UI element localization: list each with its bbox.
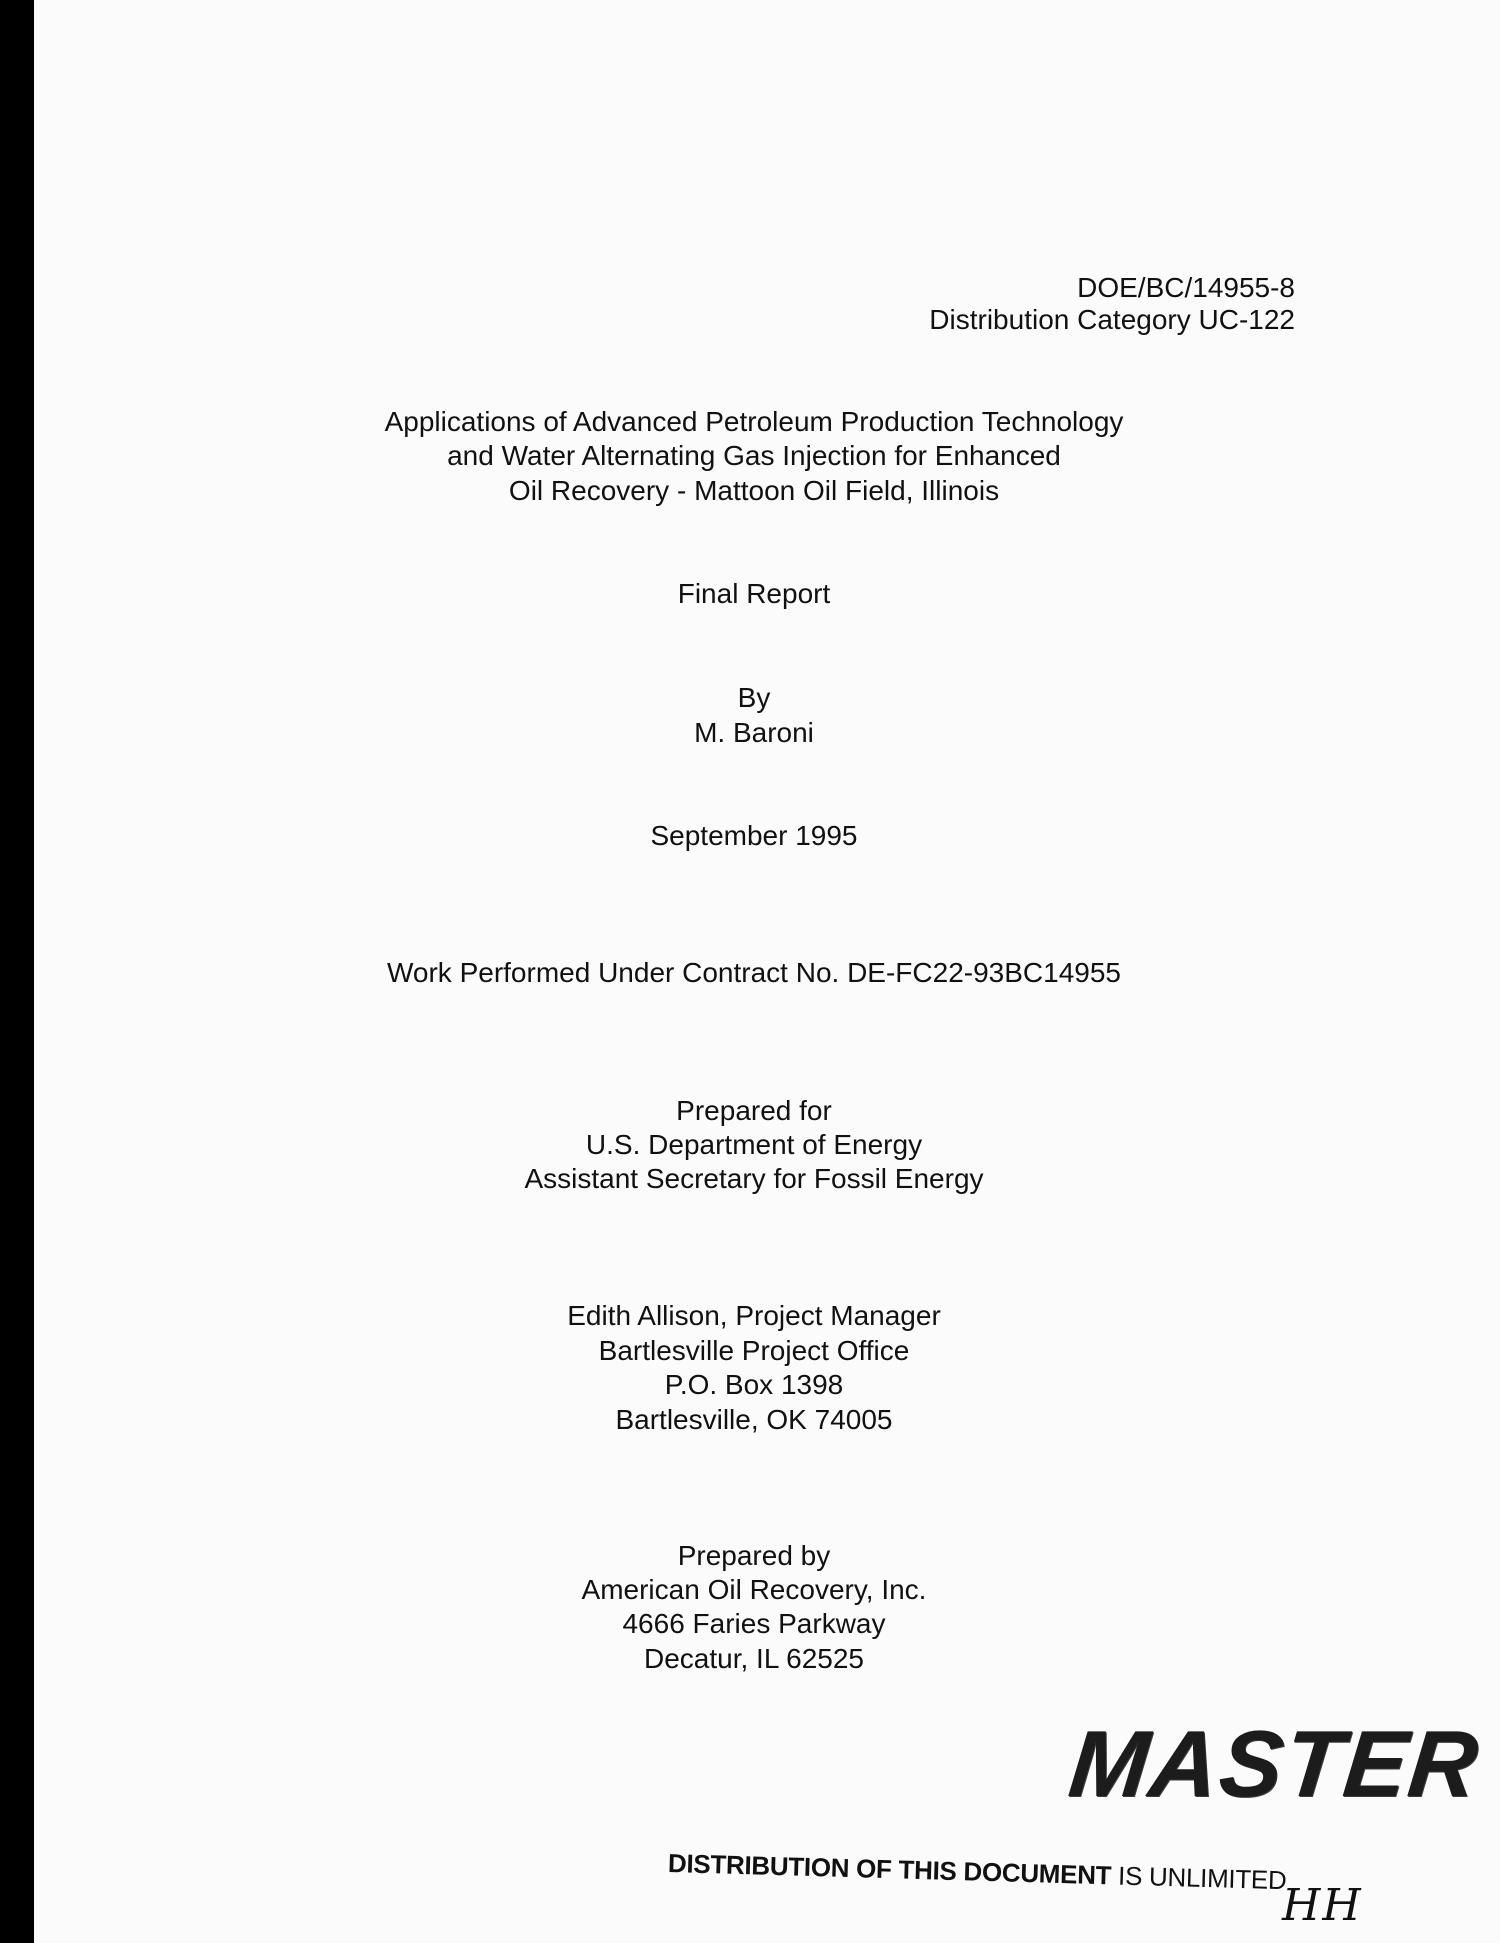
title-line-1: Applications of Advanced Petroleum Production Technology	[384, 406, 1124, 437]
project-office: Bartlesville Project Office	[598, 1335, 910, 1366]
distribution-notice-light: IS UNLIMITED	[1117, 1860, 1287, 1896]
prepared-for-org: U.S. Department of Energy	[585, 1129, 923, 1160]
report-date: September 1995	[650, 820, 858, 851]
po-box: P.O. Box 1398	[664, 1369, 844, 1400]
project-manager: Edith Allison, Project Manager	[567, 1300, 941, 1331]
prepared-for-label: Prepared for	[676, 1095, 832, 1126]
report-number: DOE/BC/14955-8	[1077, 272, 1295, 303]
distribution-category: Distribution Category UC-122	[929, 304, 1295, 335]
prepared-by-city: Decatur, IL 62525	[643, 1643, 864, 1674]
contract-number: Work Performed Under Contract No. DE-FC22-93BC14955	[386, 957, 1121, 988]
master-stamp: MASTER	[1064, 1711, 1485, 1816]
prepared-by-label: Prepared by	[677, 1540, 831, 1571]
prepared-by-org: American Oil Recovery, Inc.	[581, 1574, 927, 1605]
document-sheet	[34, 0, 1500, 1943]
prepared-for-office: Assistant Secretary for Fossil Energy	[524, 1163, 984, 1194]
report-type: Final Report	[677, 578, 831, 609]
by-label: By	[737, 682, 771, 713]
title-line-2: and Water Alternating Gas Injection for Enhanced	[447, 440, 1061, 471]
handwritten-initials: HH	[1282, 1880, 1363, 1931]
prepared-by-street: 4666 Faries Parkway	[622, 1608, 886, 1639]
office-city: Bartlesville, OK 74005	[615, 1404, 893, 1435]
title-line-3: Oil Recovery - Mattoon Oil Field, Illinois	[508, 475, 1000, 506]
author-name: M. Baroni	[694, 717, 814, 748]
distribution-notice-bold: DISTRIBUTION OF THIS DOCUMENT	[667, 1848, 1112, 1891]
